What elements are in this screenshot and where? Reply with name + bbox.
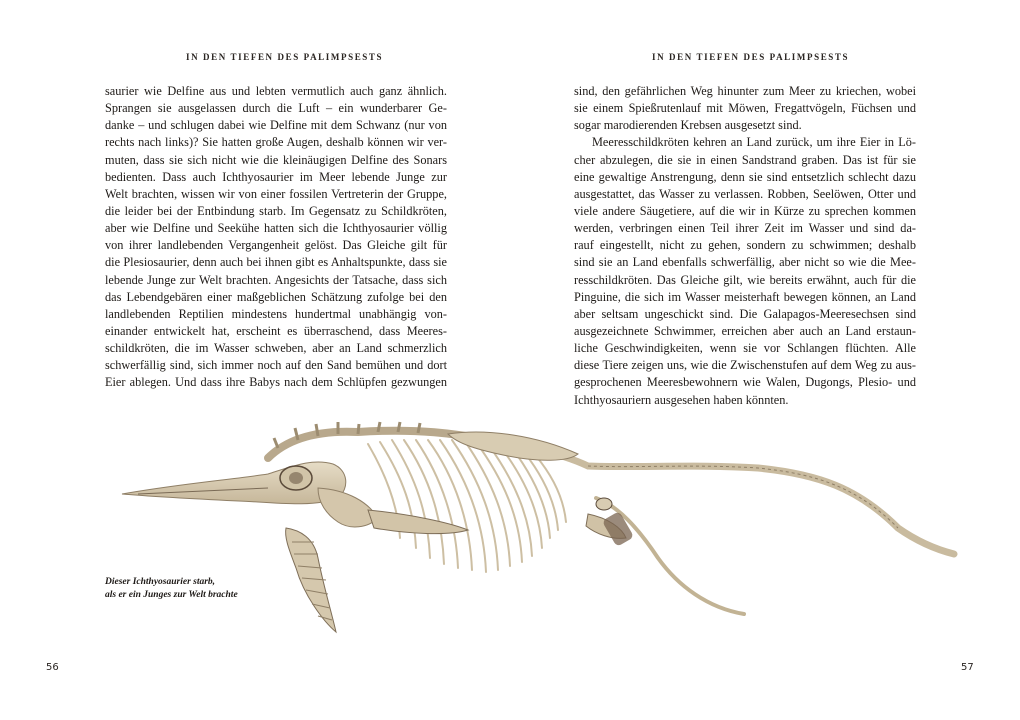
text-line: die leider bei der Entbindung starb. Im Gegensatz zu Schildkröten, — [105, 203, 447, 218]
text-line: sie einem Spießrutenlauf mit Möwen, Fregattvögeln, Füchsen und — [574, 101, 916, 116]
text-line: bedienten. Dass auch Ichthyosaurier im Meer lebende Junge zur — [105, 169, 447, 184]
text-line: Eier ablegen. Und dass ihre Babys nach dem Schlüpfen gezwungen — [105, 375, 447, 390]
text-line: cher abzulegen, die sie in einen Sandstrand graben. Das ist für sie — [574, 152, 916, 167]
caption-line: als er ein Junges zur Welt brachte — [105, 589, 238, 600]
body-text-left — [105, 83, 447, 392]
text-line: von ihrer landlebenden Vergangenheit gelöst. Das Gleiche gilt für — [105, 238, 447, 253]
text-line: sogar marodierenden Krebsen ausgesetzt sind. — [574, 118, 802, 133]
skeleton-illustration — [118, 418, 958, 640]
text-line: danke – und schlugen dabei wie Delfine mit dem Schwanz (nur von — [105, 118, 447, 133]
text-line: Sprangen sie ausgelassen durch die Luft – ein wunderbarer Ge- — [105, 101, 447, 116]
page-number-right: 57 — [961, 662, 974, 673]
body-text-right — [574, 83, 916, 409]
text-line: sind sie an Land ebenfalls schwerfällig, aber nicht so wie die Mee- — [574, 255, 916, 270]
text-line: landlebenden Reptilien mindestens hundertmal unabhängig von- — [105, 306, 447, 321]
text-line: einander entwickelt hat, erscheint es überraschend, dass Meeres- — [105, 323, 447, 338]
text-line: ausgezeichnete Schwimmer, erreichen aber auch an Land erstaun- — [574, 323, 916, 338]
text-line: liche Geschwindigkeiten, wenn sie vor Schlangen flüchten. Alle — [574, 341, 916, 356]
text-line: saurier wie Delfine aus und lebten vermutlich auch ganz ähnlich. — [105, 84, 447, 98]
running-head-right: IN DEN TIEFEN DES PALIMPSESTS — [652, 52, 850, 62]
text-line: werden, verbringen einen Teil ihrer Zeit im Wasser und sind da- — [574, 221, 916, 236]
text-line: Ichthyosauriern ausgesehen haben könnten. — [574, 392, 789, 407]
page-number-left: 56 — [46, 662, 59, 673]
text-line: schildkröten, die im Wasser schweben, aber an Land schmerzlich — [105, 341, 447, 356]
text-line: aber seltsam ungeschickt sind. Die Galapagos-Meeresechsen sind — [574, 306, 916, 321]
text-line: lebende Junge zur Welt brachten. Angesichts der Tatsache, dass sich — [105, 272, 447, 287]
text-line: resschildkröten. Das Gleiche gilt, wie bereits erwähnt, auch für die — [574, 272, 916, 287]
text-line: Pinguine, die sich im Wasser meisterhaft bewegen können, an Land — [574, 289, 916, 304]
ichthyosaur-skeleton-figure — [118, 418, 958, 640]
text-line: ausgestattet, das Wasser zu verlassen. Robben, Seelöwen, Otter und — [574, 186, 916, 201]
text-line: Meeresschildkröten kehren an Land zurück, um ihre Eier in Lö- — [592, 135, 916, 150]
text-line: Welt brachten, wissen wir von einer fossilen Vertreterin der Gruppe, — [105, 186, 447, 201]
running-head-left: IN DEN TIEFEN DES PALIMPSESTS — [186, 52, 384, 62]
text-line: schwerfällig sind, sich immer noch auf den Sand bemühen und dort — [105, 358, 447, 373]
text-line: muten, dass sie sich nicht wie die kleinäugigen Delfine des Sonars — [105, 152, 447, 167]
text-line: rauf eingestellt, nicht zu gehen, sondern zu schwimmen; deshalb — [574, 238, 916, 253]
text-line: diese Tiere zeigen uns, wie die Zwischenstufen auf dem Weg zu aus- — [574, 358, 916, 373]
text-line: aber wie Delfine und Seekühe hatten sich die Ichthyosaurier völlig — [105, 221, 447, 236]
text-line: das Lebendgebären einer maßgeblichen Schätzung zufolge bei den — [105, 289, 447, 304]
text-line: gesprochenen Meeresbewohnern wie Walen, Dugongs, Plesio- und — [574, 375, 916, 390]
caption-line: Dieser Ichthyosaurier starb, — [105, 577, 216, 587]
text-line: rechts nach links)? Sie hatten große Augen, deshalb können wir ver- — [105, 135, 447, 150]
text-line: eine gewaltige Anstrengung, denn sie sind entsetzlich schlecht dazu — [574, 169, 916, 184]
text-line: sind, den gefährlichen Weg hinunter zum Meer zu kriechen, wobei — [574, 84, 916, 98]
text-line: viele andere Säugetiere, auf die wir in Kürze zu sprechen kommen — [574, 203, 916, 218]
text-line: die Plesiosaurier, denn auch bei ihnen gibt es Anhaltspunkte, dass sie — [105, 255, 447, 270]
